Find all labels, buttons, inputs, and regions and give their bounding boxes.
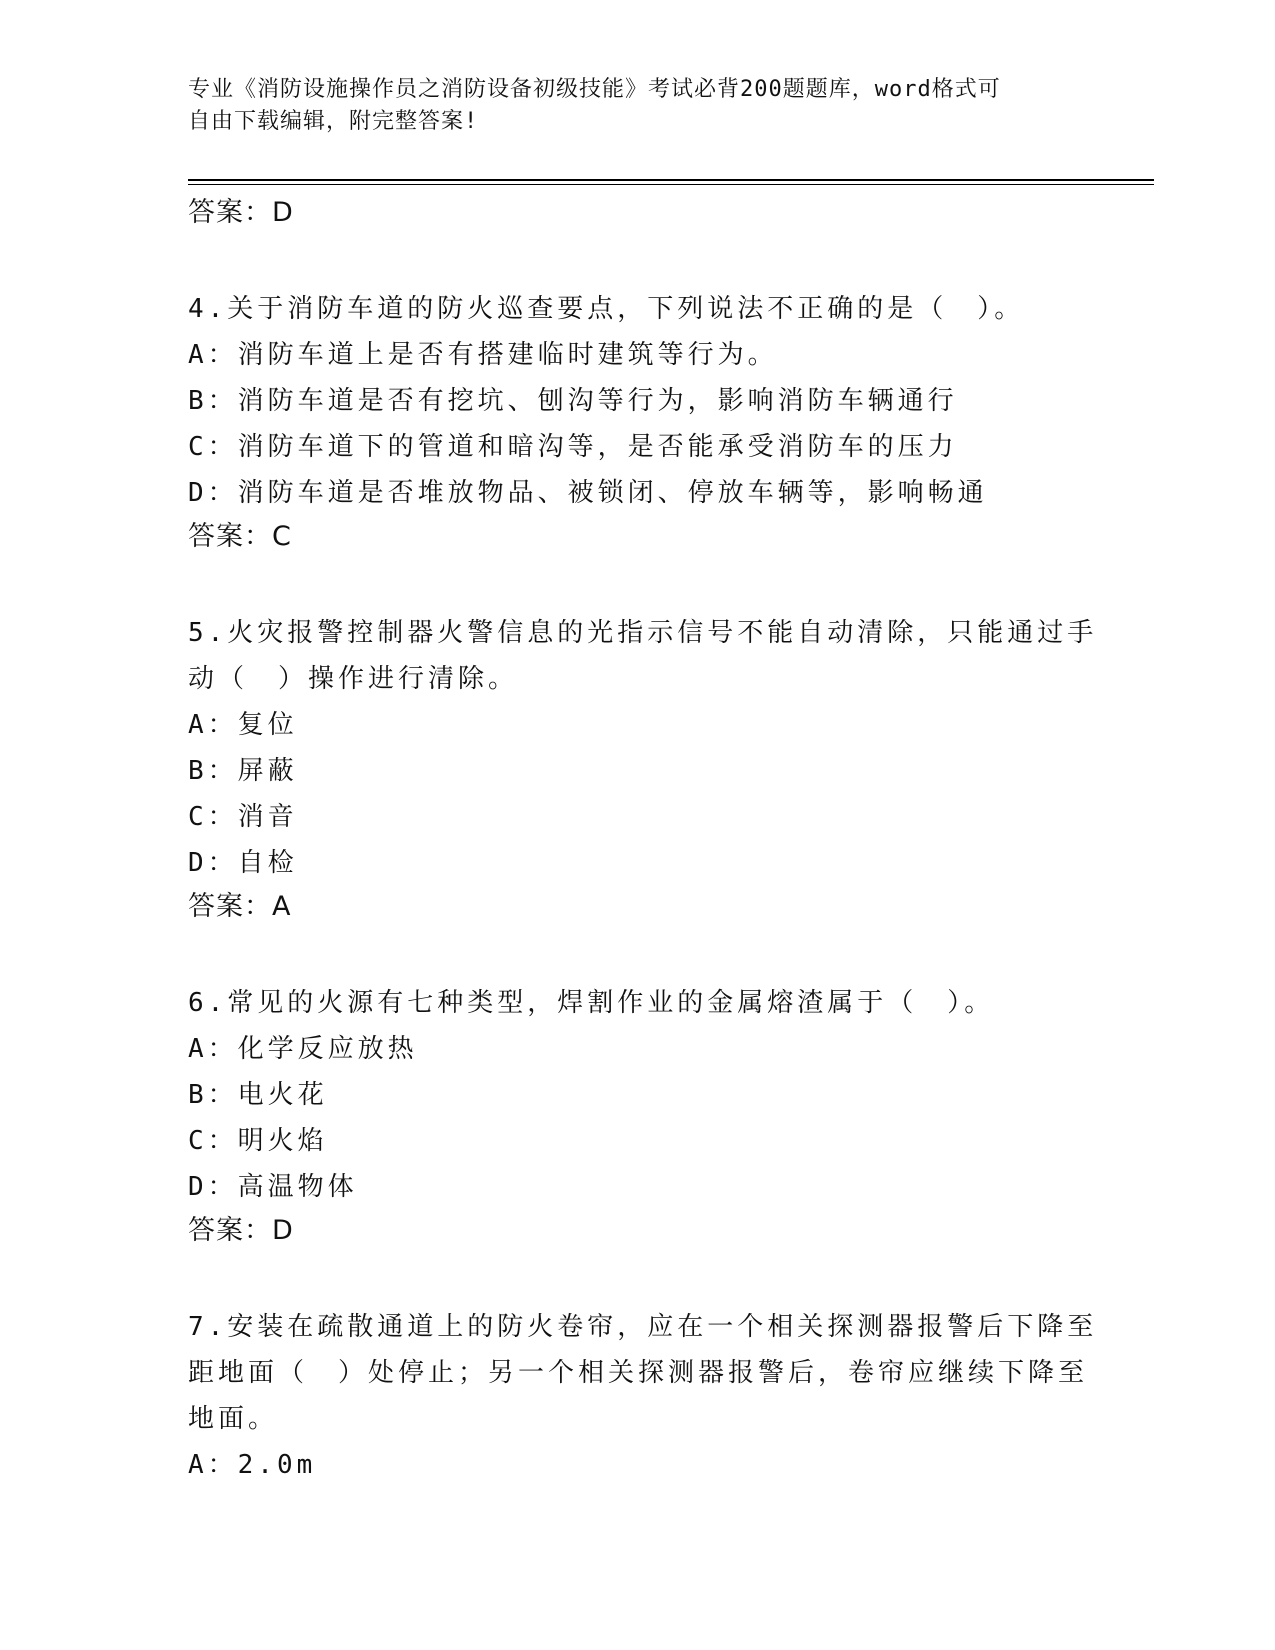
option-d: D：自检 — [188, 848, 298, 878]
answer-line: 答案：D — [188, 1215, 294, 1246]
option-b: B：消防车道是否有挖坑、刨沟等行为，影响消防车辆通行 — [188, 386, 958, 416]
option-d: D：高温物体 — [188, 1172, 358, 1202]
header-divider — [188, 179, 1154, 181]
question-text: 地面。 — [188, 1404, 279, 1434]
option-b: B：屏蔽 — [188, 756, 298, 786]
document-header — [188, 74, 1068, 138]
header-divider-thin — [188, 184, 1154, 185]
option-a: A：化学反应放热 — [188, 1034, 418, 1064]
header-line-1: 专业《消防设施操作员之消防设备初级技能》考试必背200题题库，word格式可 — [188, 77, 1001, 102]
option-b: B：电火花 — [188, 1080, 328, 1110]
question-text: 6.常见的火源有七种类型，焊割作业的金属熔渣属于（ ）。 — [188, 988, 995, 1018]
option-c: C：明火焰 — [188, 1126, 328, 1156]
option-a: A：消防车道上是否有搭建临时建筑等行为。 — [188, 340, 778, 370]
question-4 — [188, 286, 1088, 562]
question-text: 5.火灾报警控制器火警信息的光指示信号不能自动清除，只能通过手 — [188, 618, 1098, 648]
answer-line: 答案：C — [188, 521, 292, 552]
question-text: 距地面（ ）处停止；另一个相关探测器报警后，卷帘应继续下降至 — [188, 1358, 1089, 1388]
header-line-2: 自由下载编辑，附完整答案! — [188, 109, 479, 134]
option-c: C：消防车道下的管道和暗沟等，是否能承受消防车的压力 — [188, 432, 958, 462]
answer-line: 答案：D — [188, 197, 294, 228]
answer-line: 答案：A — [188, 891, 292, 922]
question-6 — [188, 980, 1088, 1256]
option-c: C：消音 — [188, 802, 298, 832]
question-7 — [188, 1304, 1098, 1488]
option-a: A：复位 — [188, 710, 298, 740]
option-d: D：消防车道是否堆放物品、被锁闭、停放车辆等，影响畅通 — [188, 478, 988, 508]
question-text: 动（ ）操作进行清除。 — [188, 664, 519, 694]
question-text: 4.关于消防车道的防火巡查要点，下列说法不正确的是（ ）。 — [188, 294, 1025, 324]
document-body — [188, 190, 1098, 1488]
question-text: 7.安装在疏散通道上的防火卷帘，应在一个相关探测器报警后下降至 — [188, 1312, 1098, 1342]
option-a: A：2.0m — [188, 1450, 317, 1480]
question-5 — [188, 610, 1098, 932]
